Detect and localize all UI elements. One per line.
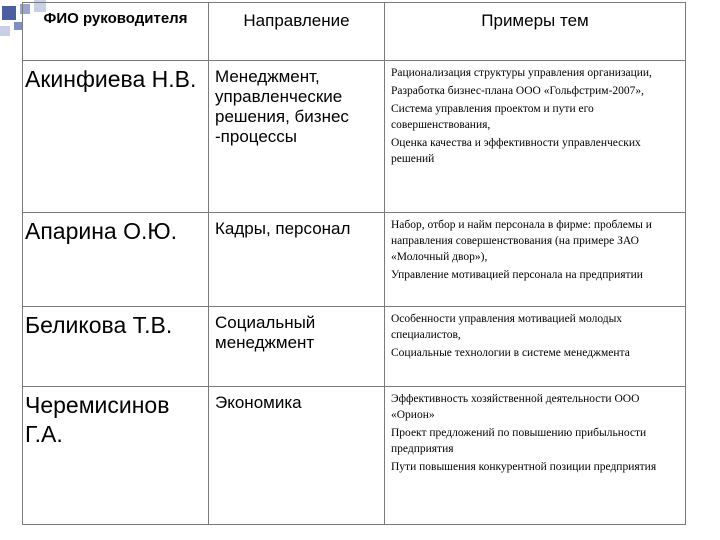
supervisor-name: Апарина О.Ю. <box>23 213 209 307</box>
table-row <box>23 61 686 213</box>
table-row <box>23 213 686 307</box>
header-topics: Примеры тем <box>385 3 686 61</box>
topic-item: Набор, отбор и найм персонала в фирме: проблемы и направления совершенствования (на примере ЗАО «Молочный двор»), <box>391 219 652 263</box>
topic-list <box>385 307 686 387</box>
table-row <box>23 307 686 387</box>
supervisor-direction: Экономика <box>209 387 385 525</box>
table-row <box>23 387 686 525</box>
supervisor-name: Акинфиева Н.В. <box>23 61 209 213</box>
supervisors-table <box>22 2 686 525</box>
topic-list <box>385 387 686 525</box>
topic-item: Рационализация структуры управления организации, <box>391 67 652 79</box>
topic-item: Управление мотивацией персонала на предприятии <box>391 269 643 281</box>
header-direction: Направление <box>209 3 385 61</box>
supervisor-direction: Кадры, персонал <box>209 213 385 307</box>
supervisor-direction: Менеджмент, управленческие решения, бизнес -процессы <box>209 61 385 213</box>
header-row <box>23 3 686 61</box>
decor-square <box>2 6 16 20</box>
topic-item: Разработка бизнес-плана ООО «Гольфстрим-2007», <box>391 85 645 97</box>
decor-square <box>0 26 10 36</box>
topic-item: Система управления проектом и пути его совершенствования, <box>391 103 594 131</box>
supervisor-name: Черемисинов Г.А. <box>23 387 209 525</box>
topic-item: Пути повышения конкурентной позиции предприятия <box>391 461 657 473</box>
topic-item: Оценка качества и эффективности управленческих решений <box>391 137 641 165</box>
header-name: ФИО руководителя <box>23 3 209 61</box>
supervisor-name: Беликова Т.В. <box>23 307 209 387</box>
topic-list <box>385 213 686 307</box>
topic-item: Эффективность хозяйственной деятельности ООО «Орион» <box>391 393 640 421</box>
topic-list <box>385 61 686 213</box>
supervisor-direction: Социальный менеджмент <box>209 307 385 387</box>
topic-item: Проект предложений по повышению прибыльности предприятия <box>391 427 647 455</box>
decor-square <box>14 22 22 30</box>
topic-item: Социальные технологии в системе менеджмента <box>391 347 630 359</box>
topic-item: Особенности управления мотивацией молодых специалистов, <box>391 313 623 341</box>
